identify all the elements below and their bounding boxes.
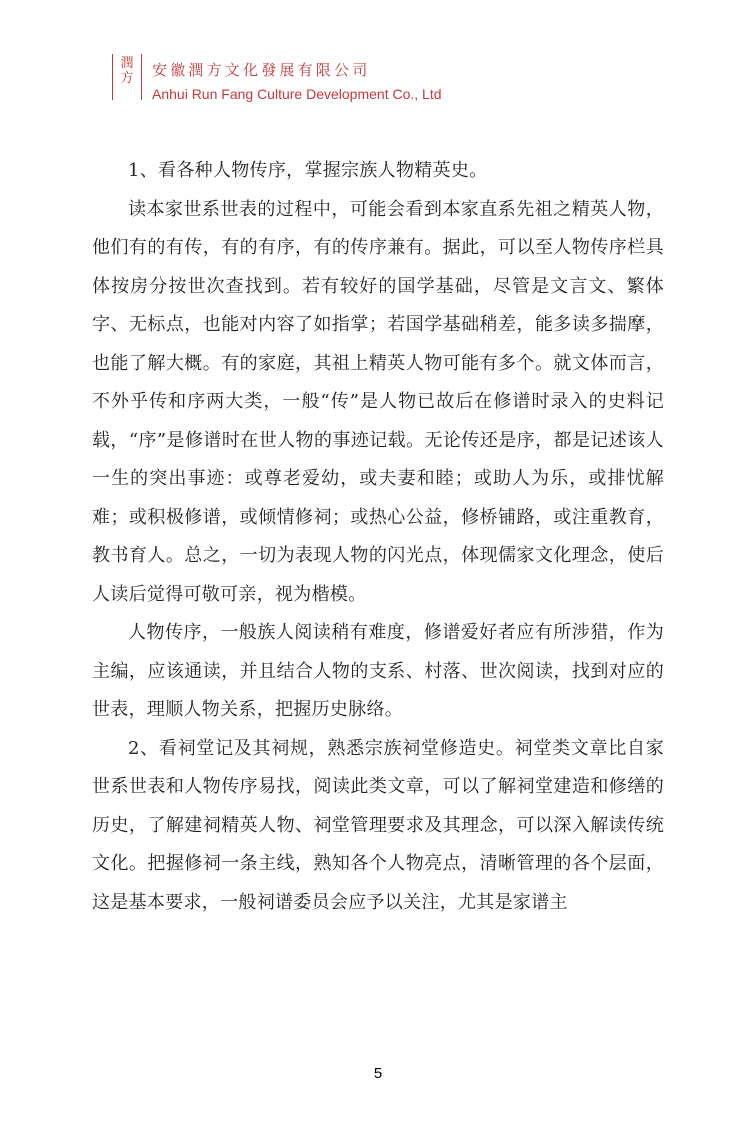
paragraph: 人物传序，一般族人阅读稍有难度，修谱爱好者应有所涉猎，作为主编，应该通读，并且结合人物的支系、村落、世次阅读，找到对应的世表，理顺人物关系，把握历史脉络。	[92, 622, 664, 720]
company-name-english: Anhui Run Fang Culture Development Co., Ltd	[152, 86, 442, 102]
company-name-chinese: 安徽潤方文化發展有限公司	[152, 61, 371, 79]
seal-glyph: 潤	[120, 56, 134, 71]
document-body	[92, 152, 664, 922]
page-number: 5	[373, 1065, 383, 1082]
paragraph: 读本家世系世表的过程中，可能会看到本家直系先祖之精英人物，他们有的有传，有的有序，有的传序兼有。据此，可以至人物传序栏具体按房分按世次查找到。若有较好的国学基础，尽管是文言文、繁体字、无标点，也能对内容了如指掌；若国学基础稍差，能多读多揣摩，也能了解大概。有的家庭，其祖上精英人物可能有多个。就文体而言，不外乎传和序两大类，一般“传”是人物已故后在修谱时录入的史料记载，“序”是修谱时在世人物的事迹记载。无论传还是序，都是记述该人一生的突出事迹：或尊老爱幼，或夫妻和睦；或助人为乐，或排忧解难；或积极修谱，或倾情修祠；或热心公益，修桥铺路，或注重教育，教书育人。总之，一切为表现人物的闪光点，体现儒家文化理念，使后人读后觉得可敬可亲，视为楷模。	[92, 198, 664, 605]
paragraph: 2、看祠堂记及其祠规，熟悉宗族祠堂修造史。祠堂类文章比自家世系世表和人物传序易找，阅读此类文章，可以了解祠堂建造和修缮的历史，了解建祠精英人物、祠堂管理要求及其理念，可以深入解读传统文化。把握修祠一条主线，熟知各个人物亮点，清晰管理的各个层面，这是基本要求，一般祠谱委员会应予以关注，尤其是家谱主	[92, 737, 664, 913]
company-seal-logo	[112, 54, 142, 100]
letterhead	[112, 50, 532, 106]
paragraph: 1、看各种人物传序，掌握宗族人物精英史。	[128, 160, 488, 181]
seal-glyph: 方	[120, 71, 134, 86]
